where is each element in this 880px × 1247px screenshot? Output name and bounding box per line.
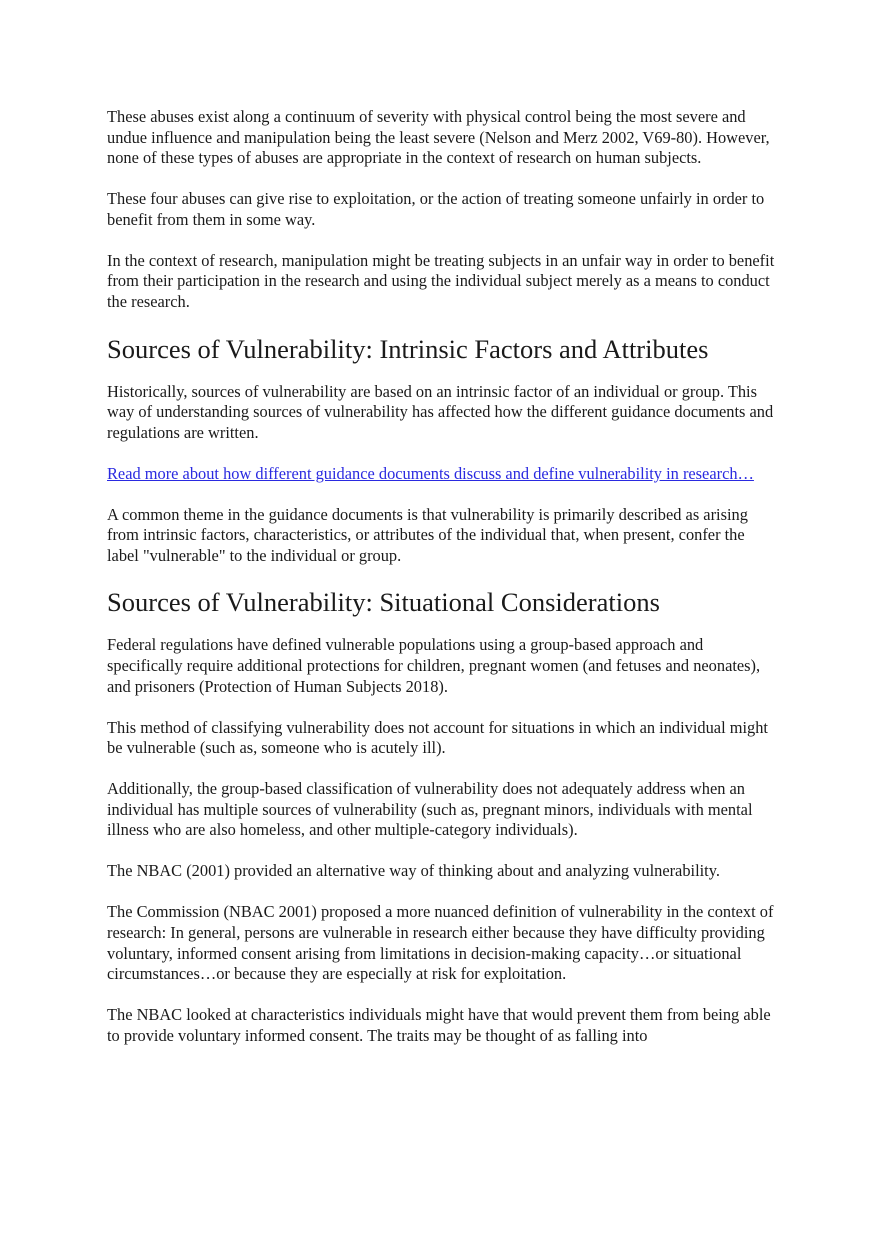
paragraph-classifying-method: This method of classifying vulnerability does not account for situations in which an individual might be vulnerable (such as, someone who is acutely ill). <box>107 717 768 758</box>
paragraph-federal-regulations: Federal regulations have defined vulnerable populations using a group-based approach and specifically require additional protections for children, pregnant women (and fetuses and neonates), and prisoners (Protection of Human Subjects 2018). <box>107 635 761 696</box>
paragraph-manipulation: In the context of research, manipulation might be treating subjects in an unfair way in order to benefit from their participation in the research and using the individual subject merely as a means to conduct the research. <box>107 250 775 311</box>
document-page <box>107 107 779 1046</box>
paragraph-common-theme: A common theme in the guidance documents is that vulnerability is primarily described as arising from intrinsic factors, characteristics, or attributes of the individual that, when present, confer the label "vulnerable" to the individual or group. <box>107 504 748 565</box>
heading-intrinsic-factors: Sources of Vulnerability: Intrinsic Factors and Attributes <box>107 333 709 364</box>
paragraph-commission-definition: The Commission (NBAC 2001) proposed a more nuanced definition of vulnerability in the context of research: In general, persons are vulnerable in research either because they have difficulty providing voluntary, informed consent arising from limitations in decision-making capacity…or situational circumstances…or because they are especially at risk for exploitation. <box>107 902 774 984</box>
paragraph-group-based: Additionally, the group-based classification of vulnerability does not adequately address when an individual has multiple sources of vulnerability (such as, pregnant minors, individuals with mental illness who are also homeless, and other multiple-category individuals). <box>107 779 753 840</box>
heading-situational-considerations: Sources of Vulnerability: Situational Considerations <box>107 587 660 618</box>
paragraph-exploitation: These four abuses can give rise to exploitation, or the action of treating someone unfairly in order to benefit from them in some way. <box>107 189 765 229</box>
paragraph-nbac-characteristics: The NBAC looked at characteristics individuals might have that would prevent them from being able to provide voluntary informed consent. The traits may be thought of as falling into <box>107 1005 771 1045</box>
paragraph-historically: Historically, sources of vulnerability are based on an intrinsic factor of an individual or group. This way of understanding sources of vulnerability has affected how the different guidance documents and regulations are written. <box>107 381 774 442</box>
paragraph-abuses-continuum: These abuses exist along a continuum of severity with physical control being the most severe and undue influence and manipulation being the least severe (Nelson and Merz 2002, V69-80). However, none of these types of abuses are appropriate in the context of research on human subjects. <box>107 107 770 168</box>
read-more-paragraph <box>107 464 779 485</box>
read-more-link[interactable]: Read more about how different guidance documents discuss and define vulnerability in research… <box>107 463 754 483</box>
paragraph-nbac-alternative: The NBAC (2001) provided an alternative way of thinking about and analyzing vulnerability. <box>107 861 720 881</box>
